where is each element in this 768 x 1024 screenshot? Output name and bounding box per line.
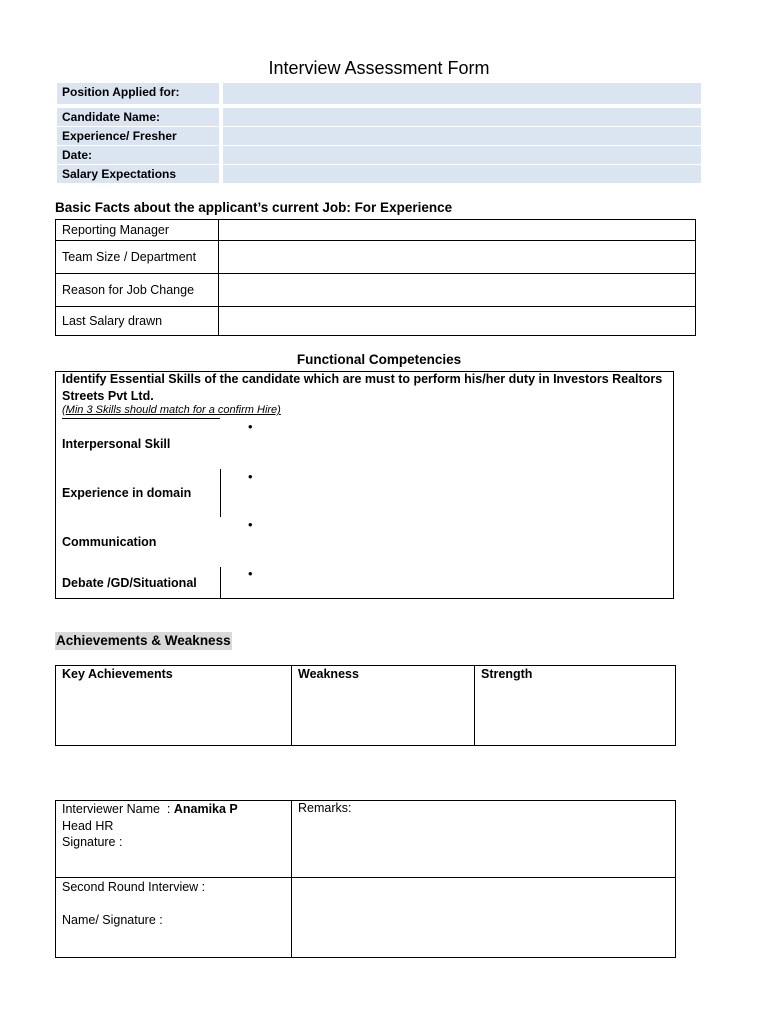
second-round-remarks-cell[interactable] bbox=[292, 878, 676, 958]
facts-label: Reporting Manager bbox=[56, 220, 219, 241]
candidate-name-field[interactable] bbox=[223, 108, 701, 126]
interviewer-line bbox=[62, 801, 285, 818]
team-size-field[interactable] bbox=[219, 241, 696, 274]
interviewer-name-label: Interviewer Name : bbox=[62, 802, 174, 816]
interpersonal-skill-field[interactable] bbox=[262, 421, 662, 441]
last-salary-field[interactable] bbox=[219, 307, 696, 336]
table-row bbox=[56, 241, 696, 274]
weakness-cell[interactable] bbox=[292, 666, 475, 746]
reporting-manager-field[interactable] bbox=[219, 220, 696, 241]
remarks-cell[interactable] bbox=[292, 801, 676, 878]
column-header: Weakness bbox=[298, 667, 359, 681]
skill-label: Experience in domain bbox=[62, 486, 192, 500]
divider bbox=[62, 418, 220, 419]
second-round-cell bbox=[56, 878, 292, 958]
salary-expectations-field[interactable] bbox=[223, 165, 701, 183]
form-title: Interview Assessment Form bbox=[268, 58, 490, 78]
facts-table bbox=[55, 219, 696, 336]
skill-label: Communication bbox=[62, 535, 157, 549]
bullet-icon: • bbox=[248, 469, 253, 484]
table-row bbox=[56, 220, 696, 241]
info-label-date: Date: bbox=[57, 146, 219, 164]
position-applied-field[interactable] bbox=[223, 83, 701, 104]
table-row bbox=[56, 274, 696, 307]
divider bbox=[220, 567, 221, 599]
name-signature-label: Name/ Signature : bbox=[62, 913, 163, 927]
facts-label: Reason for Job Change bbox=[56, 274, 219, 307]
competencies-intro: Identify Essential Skills of the candidate which are must to perform his/her duty in Investors Realtors Streets Pvt Ltd. bbox=[62, 372, 663, 403]
communication-field[interactable] bbox=[262, 519, 662, 539]
experience-domain-field[interactable] bbox=[262, 471, 662, 491]
key-achievements-cell[interactable] bbox=[56, 666, 292, 746]
strength-cell[interactable] bbox=[475, 666, 676, 746]
remarks-label: Remarks: bbox=[298, 801, 352, 815]
skill-label: Debate /GD/Situational bbox=[62, 576, 197, 590]
second-round-label: Second Round Interview : bbox=[62, 880, 206, 894]
bullet-icon: • bbox=[248, 419, 253, 434]
divider bbox=[220, 469, 221, 517]
achievements-heading: Achievements & Weakness bbox=[56, 633, 231, 648]
facts-label: Team Size / Department bbox=[56, 241, 219, 274]
competencies-note: (Min 3 Skills should match for a confirm Hire) bbox=[62, 404, 281, 416]
debate-gd-field[interactable] bbox=[262, 568, 662, 588]
interviewer-role: Head HR bbox=[62, 818, 114, 833]
info-label-experience: Experience/ Fresher bbox=[57, 127, 219, 145]
job-change-reason-field[interactable] bbox=[219, 274, 696, 307]
bullet-icon: • bbox=[248, 566, 253, 581]
interviewer-cell bbox=[56, 801, 292, 878]
facts-heading: Basic Facts about the applicant’s current Job: For Experience bbox=[55, 200, 453, 215]
info-label-position: Position Applied for: bbox=[57, 83, 219, 104]
interviewer-name: Anamika P bbox=[173, 802, 238, 816]
facts-label: Last Salary drawn bbox=[56, 307, 219, 336]
info-label-salary: Salary Expectations bbox=[57, 165, 219, 183]
info-label-candidate: Candidate Name: bbox=[57, 108, 219, 126]
skill-label: Interpersonal Skill bbox=[62, 437, 171, 451]
table-row bbox=[56, 878, 676, 958]
experience-field[interactable] bbox=[223, 127, 701, 145]
competencies-heading: Functional Competencies bbox=[296, 352, 462, 367]
table-row bbox=[56, 801, 676, 878]
table-row bbox=[56, 307, 696, 336]
column-header: Key Achievements bbox=[62, 667, 173, 681]
signature-label: Signature : bbox=[62, 835, 123, 849]
table-row bbox=[56, 666, 676, 746]
signoff-table bbox=[55, 800, 676, 958]
bullet-icon: • bbox=[248, 517, 253, 532]
achievements-table bbox=[55, 665, 676, 746]
column-header: Strength bbox=[481, 667, 533, 681]
date-field[interactable] bbox=[223, 146, 701, 164]
